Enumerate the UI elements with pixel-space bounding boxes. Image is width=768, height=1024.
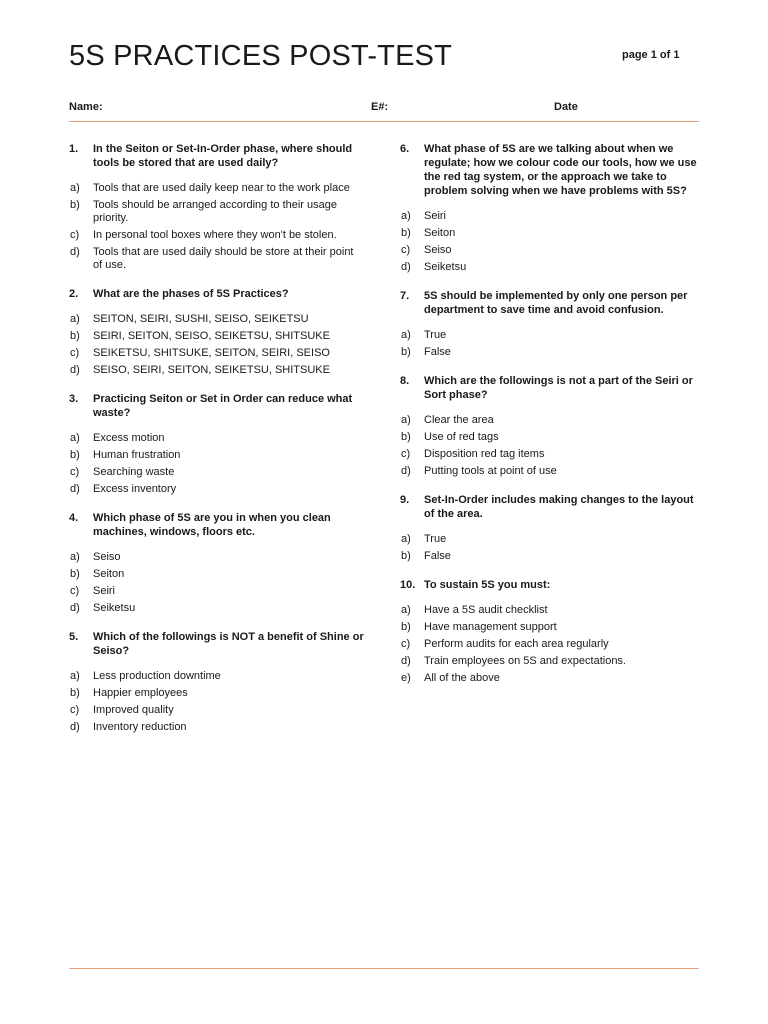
option-text: Tools that are used daily keep near to the work place [93,182,350,194]
question-number: 3. [69,393,79,405]
question-number: 7. [400,290,410,302]
question-item [69,287,369,377]
answer-option [400,227,700,240]
question-number: 4. [69,512,79,524]
answer-option [69,347,369,360]
option-letter: b) [70,199,80,211]
answer-option [69,229,369,242]
option-text: All of the above [424,672,500,684]
option-text: SEISO, SEIRI, SEITON, SEIKETSU, SHITSUKE [93,364,330,376]
answer-option [69,687,369,700]
answer-option [400,621,700,634]
option-text: Excess inventory [93,483,177,495]
option-text: Seiri [93,585,116,597]
footer-divider [69,968,699,969]
question-item [400,374,700,478]
answer-option [69,182,369,195]
question-text: Practicing Seiton or Set in Order can reduce what waste? [93,393,353,419]
question-number: 2. [69,288,79,300]
question-prompt [400,374,700,402]
answer-option [400,261,700,274]
option-letter: b) [70,330,80,342]
answer-option [69,721,369,734]
question-prompt [69,511,369,539]
page-title: 5S PRACTICES POST-TEST [69,40,453,72]
question-prompt [69,287,369,301]
option-letter: a) [401,604,411,616]
right-question-column [400,142,700,700]
question-text: Which of the followings is NOT a benefit of Shine or Seiso? [93,631,364,657]
answer-option [400,448,700,461]
option-text: False [424,550,451,562]
option-text: True [424,329,447,341]
option-text: Train employees on 5S and expectations. [424,655,626,667]
option-letter: d) [401,465,411,477]
answer-option [69,330,369,343]
question-item [69,630,369,734]
answer-option [69,483,369,496]
option-text: Seiri [424,210,447,222]
option-text: Have management support [424,621,557,633]
question-number: 6. [400,143,410,155]
employee-number-label: E#: [371,101,389,113]
option-text: Seiso [424,244,452,256]
option-text: Seiketsu [93,602,136,614]
option-text: Disposition red tag items [424,448,545,460]
question-prompt [400,289,700,317]
answer-option [69,432,369,445]
option-letter: b) [401,431,411,443]
question-number: 5. [69,631,79,643]
option-text: SEITON, SEIRI, SUSHI, SEISO, SEIKETSU [93,313,309,325]
question-text: What phase of 5S are we talking about when we regulate; how we colour code our tools, how we use the red tag system, or the approach we take to problem solving when we have problems with 5S? [424,143,697,197]
option-letter: a) [401,329,411,341]
date-label: Date [554,101,578,113]
option-letter: a) [401,210,411,222]
answer-option [69,670,369,683]
answer-option [400,431,700,444]
option-letter: c) [70,466,80,478]
option-letter: c) [401,638,411,650]
question-number: 1. [69,143,79,155]
question-item [69,142,369,272]
option-letter: b) [70,687,80,699]
option-letter: a) [70,313,80,325]
option-letter: a) [70,670,80,682]
question-text: 5S should be implemented by only one person per department to save time and avoid confusion. [424,290,688,316]
option-letter: c) [70,585,80,597]
option-text: Seiton [93,568,125,580]
question-text: Which are the followings is not a part of the Seiri or Sort phase? [424,375,693,401]
answer-option [400,329,700,342]
option-text: In personal tool boxes where they won't be stolen. [93,229,337,241]
answer-option [400,604,700,617]
option-text: SEIRI, SEITON, SEISO, SEIKETSU, SHITSUKE [93,330,330,342]
answer-option [400,672,700,685]
question-number: 8. [400,375,410,387]
question-text: In the Seiton or Set-In-Order phase, where should tools be stored that are used daily? [93,143,353,169]
option-letter: b) [401,346,411,358]
option-letter: d) [401,261,411,273]
answer-option [69,449,369,462]
option-letter: a) [401,533,411,545]
option-letter: c) [70,704,80,716]
option-text: SEIKETSU, SHITSUKE, SEITON, SEIRI, SEISO [93,347,330,359]
option-letter: b) [401,550,411,562]
question-text: Set-In-Order includes making changes to the layout of the area. [424,494,694,520]
question-text: To sustain 5S you must: [424,579,551,591]
option-text: Less production downtime [93,670,221,682]
question-item [69,511,369,615]
name-label: Name: [69,101,103,113]
option-text: Have a 5S audit checklist [424,604,548,616]
answer-option [69,568,369,581]
answer-option [69,364,369,377]
option-letter: a) [70,182,80,194]
question-item [400,142,700,274]
option-text: Clear the area [424,414,494,426]
answer-option [69,313,369,326]
option-letter: d) [70,483,80,495]
answer-option [400,346,700,359]
question-prompt [69,392,369,420]
answer-option [69,246,369,272]
question-item [69,392,369,496]
option-letter: a) [401,414,411,426]
option-letter: c) [401,244,411,256]
option-letter: c) [70,347,80,359]
option-letter: d) [70,721,80,733]
question-item [400,289,700,359]
answer-option [69,602,369,615]
question-prompt [400,493,700,521]
option-text: Excess motion [93,432,165,444]
question-text: Which phase of 5S are you in when you clean machines, windows, floors etc. [93,512,331,538]
option-letter: b) [70,449,80,461]
question-text: What are the phases of 5S Practices? [93,288,289,300]
left-question-column [69,142,369,749]
answer-option [69,585,369,598]
header-divider [69,121,699,122]
option-letter: d) [70,364,80,376]
option-letter: a) [70,551,80,563]
option-text: False [424,346,451,358]
question-prompt [69,630,369,658]
answer-option [400,655,700,668]
answer-option [400,414,700,427]
option-letter: c) [70,229,80,241]
option-text: Human frustration [93,449,181,461]
option-letter: b) [70,568,80,580]
answer-option [400,533,700,546]
answer-option [400,210,700,223]
question-item [400,578,700,685]
answer-option [69,551,369,564]
answer-option [400,244,700,257]
answer-option [400,465,700,478]
page-number: page 1 of 1 [622,49,680,61]
option-text: Tools that are used daily should be store at their point of use. [93,246,354,271]
option-text: Putting tools at point of use [424,465,557,477]
option-text: True [424,533,447,545]
option-text: Use of red tags [424,431,499,443]
option-text: Seiketsu [424,261,467,273]
option-letter: b) [401,227,411,239]
option-letter: b) [401,621,411,633]
question-item [400,493,700,563]
option-letter: c) [401,448,411,460]
answer-option [69,199,369,225]
question-prompt [400,578,700,592]
question-number: 10. [400,579,416,591]
question-prompt [400,142,700,198]
option-text: Tools should be arranged according to their usage priority. [93,199,337,224]
option-letter: d) [70,602,80,614]
option-text: Improved quality [93,704,174,716]
option-letter: d) [70,246,80,258]
option-letter: a) [70,432,80,444]
option-text: Happier employees [93,687,188,699]
answer-option [400,638,700,651]
option-text: Seiso [93,551,121,563]
option-text: Seiton [424,227,456,239]
option-text: Inventory reduction [93,721,187,733]
option-letter: e) [401,672,411,684]
answer-option [400,550,700,563]
answer-option [69,704,369,717]
option-letter: d) [401,655,411,667]
question-prompt [69,142,369,170]
question-number: 9. [400,494,410,506]
answer-option [69,466,369,479]
option-text: Perform audits for each area regularly [424,638,609,650]
option-text: Searching waste [93,466,175,478]
